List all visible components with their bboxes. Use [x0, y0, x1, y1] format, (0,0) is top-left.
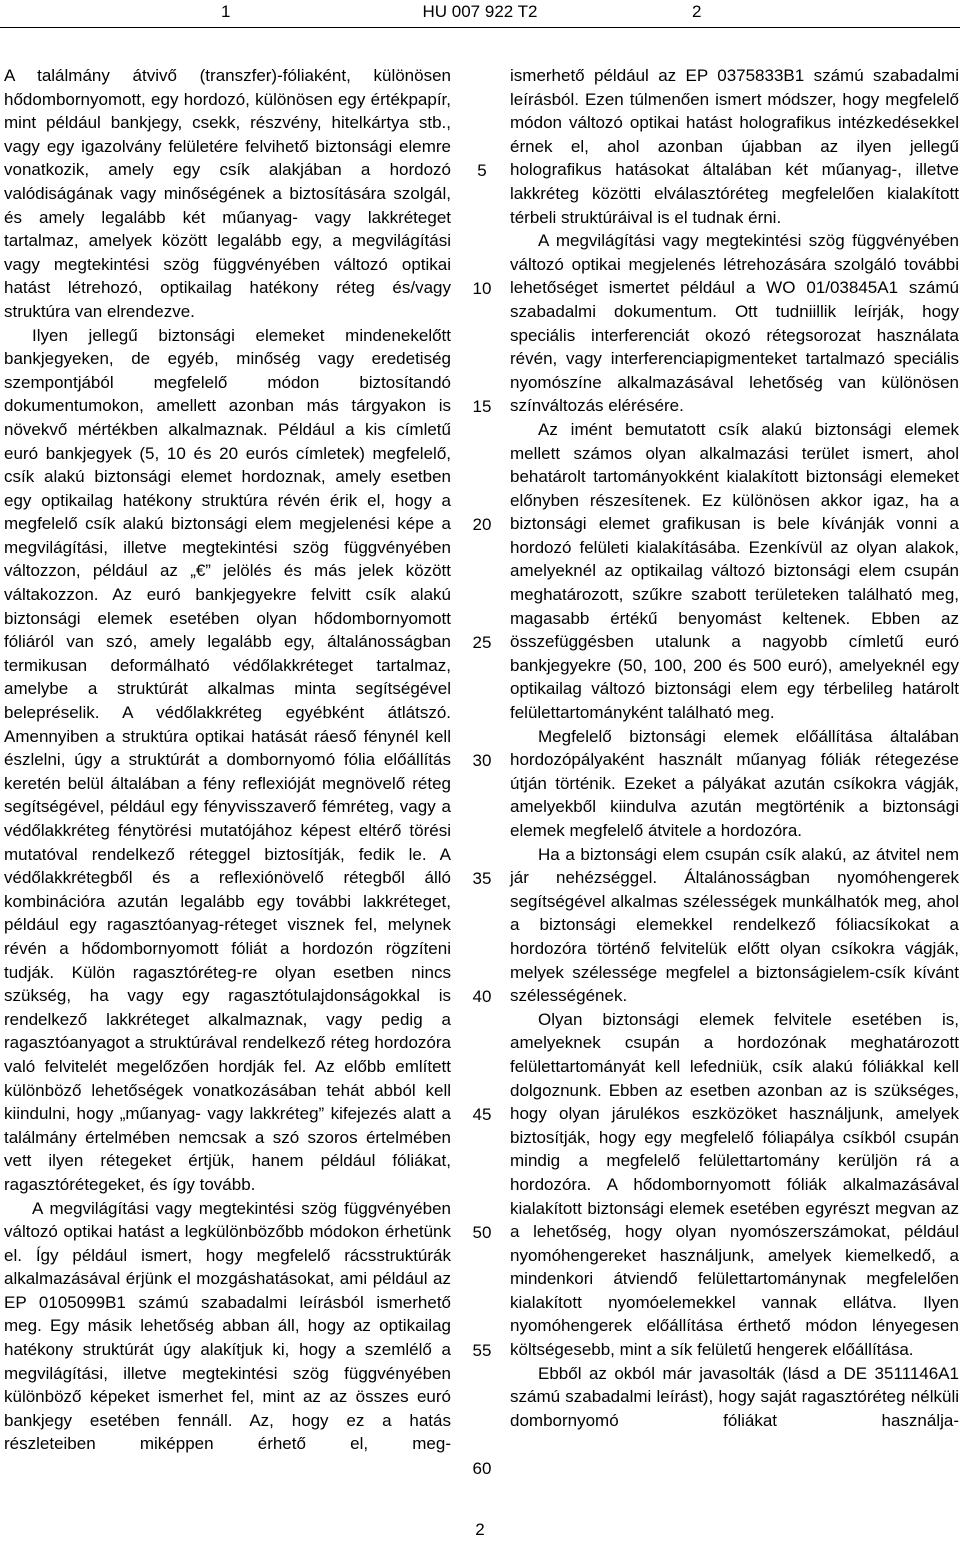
right-paragraph-4: Megfelelő biztonsági elemek előállítása általában hordozópályaként használt műanyag fóliák rétegezése útján történik. Ezeket a pályákat azután csíkokra vágják, amelyekből kiindulva azután megtörténik a biztonsági elemek megfelelő átvitele a hordozóra. — [510, 726, 959, 840]
left-paragraph-2: Ilyen jellegű biztonsági elemeket mindenekelőtt bankjegyeken, de egyéb, minőség vagy eredetiség szempontjából megfelelő módon biztosítandó dokumentumokon, amellett azonban más tárgyakon is növekvő mértékben alkalmaznak. Például a kis címletű euró bankjegyek (5, 10 és 20 eurós címletek) megfelelő, csík alakú biztonsági elemet hordoznak, amely esetben egy optikailag hatékony struktúra révén érik el, hogy a megfelelő csík alakú biztonsági elem megjelenési képe a megvilágítási, illetve megtekintési szög függvényében változzon, például az „€” jelölés és más jelek között váltakozzon. Az euró bankjegyekre felvitt csík alakú biztonsági elemek esetében olyan hődombornyomott fóliáról van szó, amely legalább egy, általánosságban termikusan deformálható védőlakkréteget tartalmaz, amelybe a struktúrát alkalmas minta segítségével belepréselik. A védőlakkréteg egyébként átlátszó. Amennyiben a struktúra optikai hatását ráeső fénynél kell észlelni, úgy a struktúrát a dombornyomó fólia előállítás keretén belül általában a fény reflexióját megnövelő réteg segítségével, például egy fényvisszaverő fémréteg, vagy a védőlakkréteg fénytörési mutatójához képest eltérő törési mutatóval rendelkező réteggel biztosítják, fedik le. A védőlakkrétegből és a reflexiónövelő rétegből álló kombinációra azután legalább egy további lakkréteget, például egy ragasztóanyag-réteget visznek fel, melynek révén a hődombornyomott fóliát a hordozón rögzíteni tudják. Külön ragasztóréteg-re olyan esetben nincs szükség, ha vagy egy ragasztótulajdonságokkal is rendelkező lakkréteget alkalmaznak, vagy pedig a ragasztóanyagot a struktúrával rendelkező réteg hordozóra való felvitelét megelőzően hordják fel. Az előbb említett különböző lehetőségek vonatkozásában tehát abból kell kiindulni, hogy „műanyag- vagy lakkréteg” kifejezés alatt a találmány értelmében nemcsak a szó szoros értelmében vett ilyen rétegeket értjük, hanem például fóliákat, ragasztórétegeket, és így tovább. — [4, 325, 451, 1194]
line-number-60: 60 — [472, 1459, 492, 1478]
line-number-25: 25 — [472, 633, 492, 652]
right-paragraph-7: Ebből az okból már javasolták (lásd a DE 3511146A1 számú szabadalmi leírást), hogy saját ragasztóréteg nélküli dombornyomó fóliákat használja- — [510, 1363, 959, 1430]
header-document-number: HU 007 922 T2 — [422, 2, 538, 21]
right-paragraph-2: A megvilágítási vagy megtekintési szög függvényében változó optikai megjelenés létrehozására szolgáló további lehetőséget ismertet például a WO 01/03845A1 számú szabadalmi dokumentum. Ott tudniillik leírják, hogy speciális interferenciát okozó rétegsorozat használata révén, vagy interferenciapigmenteket tartalmazó speciális nyomószíne alkalmazásával lehetőség van különösen színváltozás elérésére. — [510, 231, 959, 416]
right-paragraph-1: ismerhető például az EP 0375833B1 számú szabadalmi leírásból. Ezen túlmenően ismert módszer, hogy megfelelő módon változó optikai hatást holografikus intézkedésekkel érnek el, ahol azonban újabban az ilyen jellegű holografikus hatásokat általában két műanyag-, illetve lakkréteg közötti elválasztóréteg megfelelően kialakított térbeli struktúráival is el tudnak érni. — [510, 66, 959, 227]
header-page-right: 2 — [692, 2, 702, 21]
right-column — [510, 64, 959, 1432]
header-page-left: 1 — [221, 2, 231, 21]
line-number-45: 45 — [472, 1105, 492, 1124]
header-rule — [0, 27, 960, 28]
line-number-20: 20 — [472, 515, 492, 534]
right-paragraph-3: Az imént bemutatott csík alakú biztonsági elemek mellett számos olyan alkalmazási terület ismert, ahol behatárolt tartományokként kialakított biztonsági elemeket előnyben részesítenek. Ez különösen akkor igaz, ha a biztonsági elemet grafikusan is bele kívánják vonni a hordozó felületi kialakításába. Ezenkívül az olyan alakok, amelyeknél az optikailag változó biztonsági elem csupán meghatározott, szűkre szabott területeken található meg, magasabb értékű benyomást keltenek. Ebben az összefüggésben utalunk a nagyobb címletű euró bankjegyekre (50, 100, 200 és 500 euró), amelyeknél egy optikailag változó biztonsági elem egy térbelileg határolt felülettartományként található meg. — [510, 419, 959, 723]
line-number-50: 50 — [472, 1223, 492, 1242]
line-number-5: 5 — [477, 161, 487, 180]
line-number-15: 15 — [472, 397, 492, 416]
footer-page-number: 2 — [475, 1520, 485, 1539]
line-number-10: 10 — [472, 279, 492, 298]
line-number-35: 35 — [472, 869, 492, 888]
right-paragraph-6: Olyan biztonsági elemek felvitele esetében is, amelyeknek csupán a hordozónak meghatározott felülettartományát kell lefedniük, csík alakú fóliákkal kell dolgoznunk. Ebben az esetben azonban az is szükséges, hogy olyan járulékos eszközöket használjunk, amelyek biztosítják, hogy egy megfelelő fóliapálya csíkból csupán mindig a megfelelő felülettartomány kerüljön rá a hordozóra. A hődombornyomott fóliák alkalmazásával kialakított biztonsági elemek esetében egyrészt megvan az a lehetőség, hogy olyan nyomószerszámokat, például nyomóhengereket használjunk, amelyek kiemelkedő, a mindenkori átviendő felülettartománynak megfelelően kialakított nyomóelemekkel vannak ellátva. Ilyen nyomóhengerek előállítása érthető módon lényegesen költségesebb, mint a sík felületű hengerek előállítása. — [510, 1009, 959, 1360]
right-paragraph-5: Ha a biztonsági elem csupán csík alakú, az átvitel nem jár nehézséggel. Általánosságban nyomóhengerek segítségével alkalmas szélességek munkálhatók meg, ahol a biztonsági elemekkel rendelkező fóliacsíkokat a hordozóra történő felvitelük előtt olyan csíkokra vágják, melyek szélessége megfelel a biztonságielem-csík kívánt szélességének. — [510, 844, 959, 1006]
left-paragraph-1: A találmány átvivő (transzfer)-fóliaként, különösen hődombornyomott, egy hordozó, különösen egy értékpapír, mint például bankjegy, csekk, részvény, hitelkártya stb., vagy egy igazolvány felületére felvihető biztonsági elemre vonatkozik, amely egy csík alakjában a hordozó valódiságának vagy minőségének a biztosítására szolgál, és amely legalább két műanyag- vagy lakkréteget tartalmaz, amelyek között legalább egy, a megvilágítási vagy megtekintési szög függvényében változó optikai hatást létrehozó, optikailag hatékony réteg és/vagy struktúra van elrendezve. — [4, 66, 451, 321]
left-column — [4, 64, 451, 1456]
left-paragraph-3: A megvilágítási vagy megtekintési szög függvényében változó optikai hatást a legkülönbözőbb módokon érhetünk el. Így például ismert, hogy megfelelő rácsstruktúrák alkalmazásával érjünk el mozgáshatásokat, ami például az EP 0105099B1 számú szabadalmi leírásból ismerhető meg. Egy másik lehetőség abban áll, hogy az optikailag hatékony struktúrát úgy alakítjuk ki, hogy a szemlélő a megvilágítási, illetve megtekintési szög függvényében különböző képeket ismerhet fel, mint az az összes euró bankjegy esetében fennáll. Az, hogy ez a hatás részleteiben miképpen érhető el, meg- — [4, 1198, 451, 1454]
line-number-55: 55 — [472, 1341, 492, 1360]
line-number-30: 30 — [472, 751, 492, 770]
line-number-40: 40 — [472, 987, 492, 1006]
